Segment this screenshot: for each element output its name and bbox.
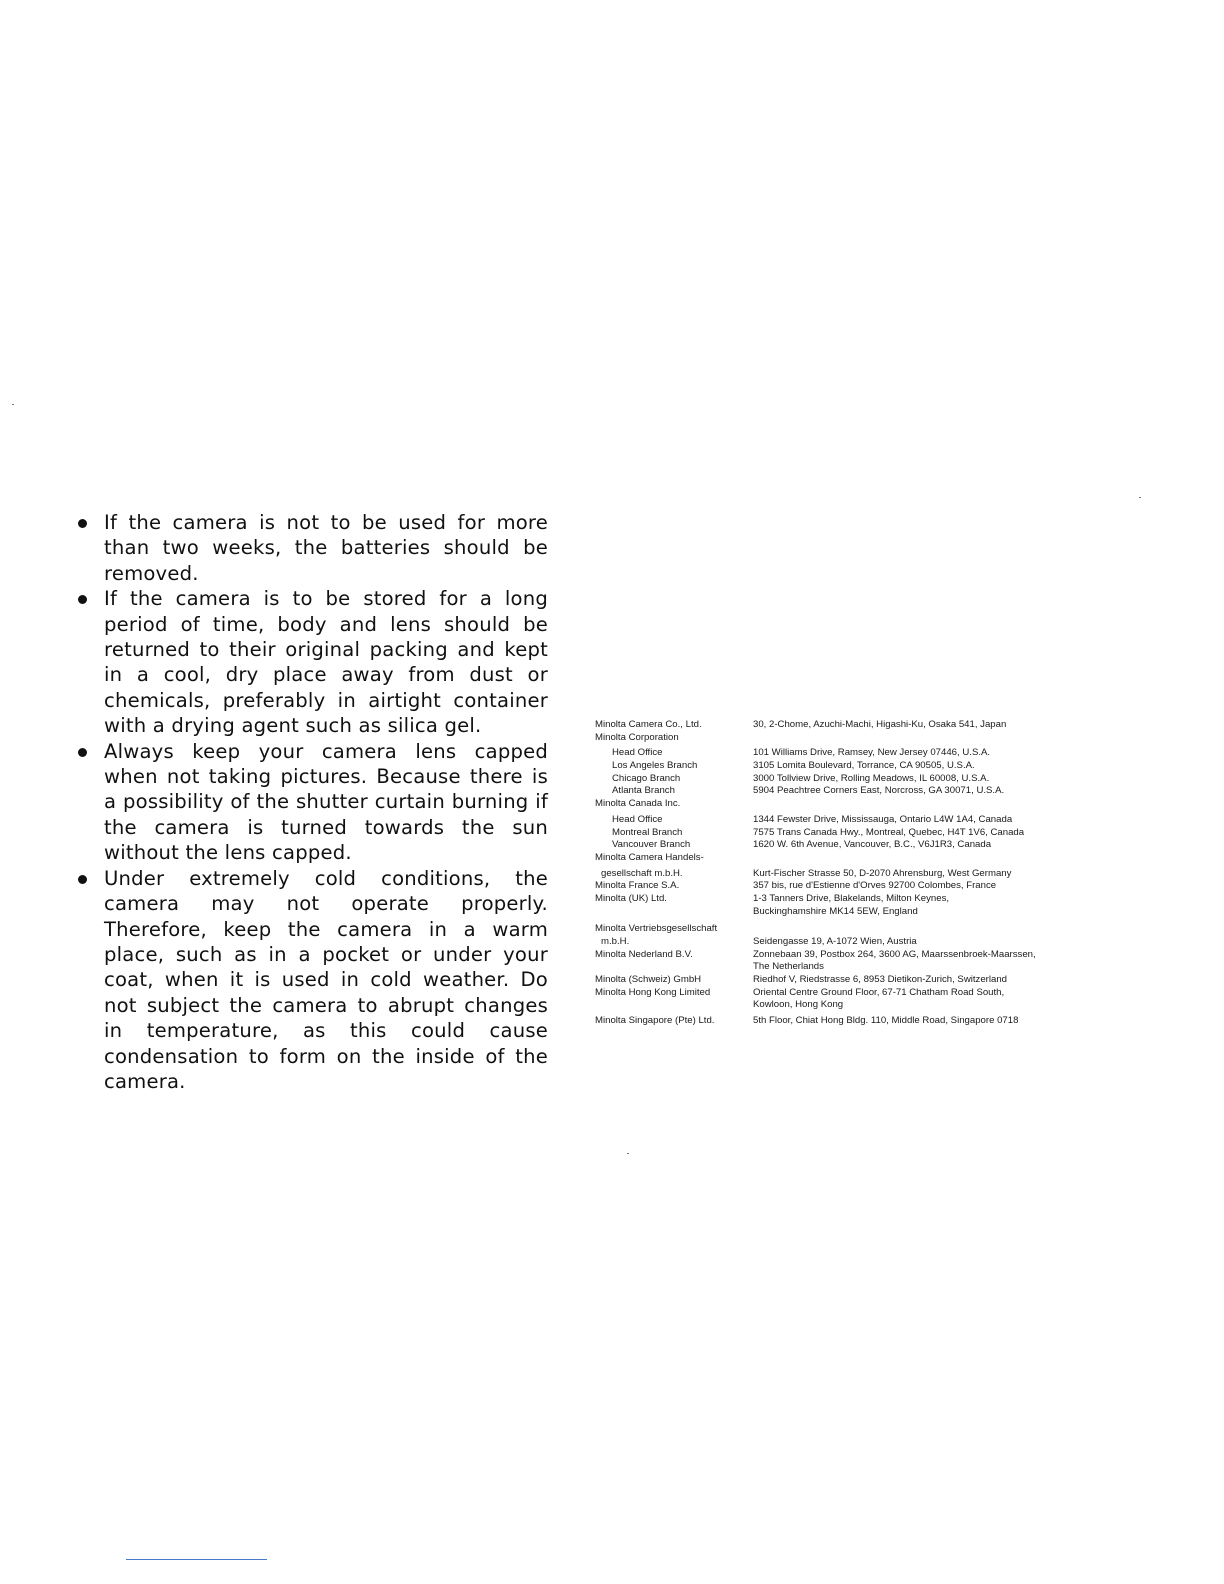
office-address: 1620 W. 6th Avenue, Vancouver, B.C., V6J1R3, Canada <box>753 839 992 851</box>
directory-row <box>595 852 1100 865</box>
office-address: Kowloon, Hong Kong <box>753 999 844 1011</box>
office-address: 5th Floor, Chiat Hong Bldg. 110, Middle Road, Singapore 0718 <box>753 1015 1019 1027</box>
office-address: 3000 Tollview Drive, Rolling Meadows, IL 60008, U.S.A. <box>753 772 990 784</box>
office-name: Minolta Hong Kong Limited <box>595 986 711 998</box>
office-address: 101 Williams Drive, Ramsey, New Jersey 07446, U.S.A. <box>753 747 991 759</box>
office-name: Minolta Camera Handels- <box>595 851 704 863</box>
office-address: 5904 Peachtree Corners East, Norcross, GA 30071, U.S.A. <box>753 785 1005 797</box>
office-name: Chicago Branch <box>612 772 681 784</box>
bullet-icon <box>78 519 87 528</box>
directory-row <box>595 987 1100 1000</box>
care-note-cold-weather <box>76 866 548 1095</box>
office-address: 1344 Fewster Drive, Mississauga, Ontario L4W 1A4, Canada <box>753 813 1013 825</box>
scan-speck <box>627 1153 629 1154</box>
directory-row <box>595 798 1100 811</box>
office-name: Head Office <box>612 813 663 825</box>
care-note-text: If the camera is not to be used for more than two weeks, the batteries should be removed. <box>104 511 548 585</box>
office-name: Minolta (UK) Ltd. <box>595 892 667 904</box>
office-name: Atlanta Branch <box>612 785 675 797</box>
office-address: Kurt-Fischer Strasse 50, D-2070 Ahrensburg, West Germany <box>753 867 1012 879</box>
office-name: Minolta Vertriebsgesellschaft <box>595 923 718 935</box>
office-name: Los Angeles Branch <box>612 760 698 772</box>
office-name: Vancouver Branch <box>612 839 691 851</box>
directory-row <box>595 923 1100 936</box>
footer-rule <box>126 1559 267 1560</box>
office-address: 1-3 Tanners Drive, Blakelands, Milton Keynes, <box>753 892 950 904</box>
care-note-text: Always keep your camera lens capped when not taking pictures. Because there is a possibility of the shutter curtain burning if the camera is turned towards the sun without the lens capped. <box>104 739 548 865</box>
care-note-long-storage <box>76 586 548 738</box>
office-address: Seidengasse 19, A-1072 Wien, Austria <box>753 936 917 947</box>
directory-row <box>595 773 1100 786</box>
directory-row <box>595 785 1100 798</box>
office-name: m.b.H. <box>601 936 630 947</box>
care-note-text: Under extremely cold conditions, the camera may not operate properly. Therefore, keep the camera in a warm place, such as in a pocket or under your coat, when it is used in cold weather. Do not subject the camera to abrupt changes in temperature, as this could cause condensation to form on the inside of the camera. <box>104 866 548 1093</box>
office-name: Minolta Canada Inc. <box>595 798 681 810</box>
directory-row <box>595 893 1100 906</box>
directory-row <box>595 961 1100 974</box>
bullet-icon <box>78 748 87 757</box>
directory-row <box>595 906 1100 919</box>
care-notes-list <box>76 510 548 1094</box>
directory-row <box>595 936 1100 949</box>
bullet-icon <box>78 595 87 604</box>
office-name: Montreal Branch <box>612 826 683 838</box>
office-address: The Netherlands <box>753 961 824 973</box>
office-address: Buckinghamshire MK14 5EW, England <box>753 905 918 917</box>
office-address: 3105 Lomita Boulevard, Torrance, CA 90505, U.S.A. <box>753 760 975 772</box>
office-name: Minolta Camera Co., Ltd. <box>595 719 702 730</box>
office-name: Minolta Singapore (Pte) Ltd. <box>595 1015 715 1027</box>
office-name: Minolta France S.A. <box>595 880 680 892</box>
scan-speck <box>12 404 14 405</box>
office-name: Minolta Corporation <box>595 731 679 743</box>
office-address: Riedhof V, Riedstrasse 6, 8953 Dietikon-Zurich, Switzerland <box>753 974 1008 986</box>
office-address: Oriental Centre Ground Floor, 67-71 Chatham Road South, <box>753 986 1005 998</box>
directory-row <box>595 719 1100 732</box>
office-name: Minolta Nederland B.V. <box>595 948 693 960</box>
bullet-icon <box>78 875 87 884</box>
directory-row <box>595 880 1100 893</box>
directory-row <box>595 999 1100 1012</box>
care-note-storage-batteries <box>76 510 548 586</box>
directory-row <box>595 974 1100 987</box>
office-address: 357 bis, rue d'Estienne d'Orves 92700 Colombes, France <box>753 880 997 892</box>
care-note-text: If the camera is to be stored for a long period of time, body and lens should be returned to their original packing and kept in a cool, dry place away from dust or chemicals, preferably in airtight container with a drying agent such as silica gel. <box>104 587 548 738</box>
directory-row <box>595 1015 1100 1028</box>
scan-speck <box>1139 497 1141 498</box>
directory-row <box>595 949 1100 962</box>
office-address: 7575 Trans Canada Hwy., Montreal, Quebec, H4T 1V6, Canada <box>753 826 1025 838</box>
directory-row <box>595 814 1100 827</box>
directory-row <box>595 760 1100 773</box>
care-note-lens-cap <box>76 739 548 866</box>
office-address: Zonnebaan 39, Postbox 264, 3600 AG, Maarssenbroek-Maarssen, <box>753 948 1036 960</box>
minolta-office-directory <box>595 719 1100 1028</box>
office-address: 30, 2-Chome, Azuchi-Machi, Higashi-Ku, Osaka 541, Japan <box>753 719 1007 730</box>
directory-row <box>595 827 1100 840</box>
office-name: Head Office <box>612 747 663 759</box>
directory-row <box>595 747 1100 760</box>
directory-row <box>595 839 1100 852</box>
office-name: Minolta (Schweiz) GmbH <box>595 974 702 986</box>
office-name: gesellschaft m.b.H. <box>601 867 683 879</box>
directory-row <box>595 732 1100 745</box>
directory-row <box>595 868 1100 881</box>
